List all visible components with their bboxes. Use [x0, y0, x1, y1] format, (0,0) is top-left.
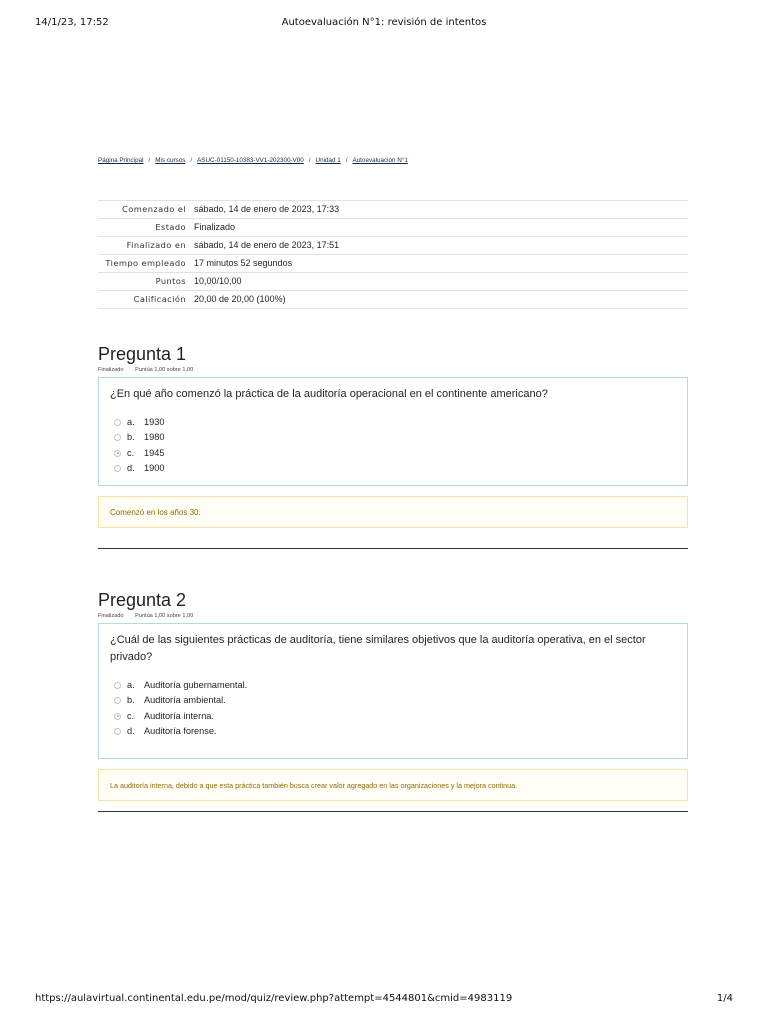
print-url: https://aulavirtual.continental.edu.pe/mod/quiz/review.php?attempt=4544801&cmid=4983119: [35, 993, 513, 1004]
answer-option-a: [110, 415, 676, 430]
answer-letter: d.: [127, 462, 135, 473]
question-title: Pregunta 1: [98, 344, 187, 364]
answer-letter: b.: [127, 432, 135, 443]
answer-text: 1900: [144, 462, 165, 473]
summary-value: 17 minutos 52 segundos: [190, 255, 688, 273]
question-state: Finalizado: [98, 367, 124, 373]
summary-label: Finalizado en: [98, 237, 190, 255]
breadcrumb-separator: /: [345, 157, 348, 164]
question-grade: Puntúa 1,00 sobre 1,00: [135, 367, 194, 373]
radio-button[interactable]: [114, 682, 121, 689]
answer-text: Auditoría ambiental.: [144, 695, 226, 706]
answer-letter: d.: [127, 725, 135, 736]
summary-row: [98, 237, 688, 255]
print-page-number: 1/4: [716, 993, 733, 1004]
question-info: [98, 366, 688, 375]
answer-option-c: [110, 709, 676, 724]
question-feedback: Comenzó en los años 30.: [98, 496, 688, 528]
breadcrumb-separator: /: [190, 157, 193, 164]
question-divider: [98, 548, 688, 549]
print-header: [0, 17, 768, 31]
answer-letter: a.: [127, 417, 135, 427]
answer-text: 1980: [144, 432, 165, 443]
summary-label: Estado: [98, 219, 190, 237]
answer-list: [110, 678, 676, 739]
summary-label: Comenzado el: [98, 201, 190, 219]
summary-row: [98, 201, 688, 219]
summary-label: Puntos: [98, 273, 190, 291]
breadcrumb: [98, 157, 698, 164]
summary-row: [98, 219, 688, 237]
radio-button-selected[interactable]: [114, 713, 121, 720]
print-title: Autoevaluación N°1: revisión de intentos: [281, 17, 487, 28]
question-divider: [98, 811, 688, 812]
summary-row: [98, 273, 688, 291]
print-datetime: 14/1/23, 17:52: [35, 17, 109, 28]
answer-text: Auditoría gubernamental.: [144, 680, 248, 690]
answer-option-b: [110, 693, 676, 708]
answer-option-b: [110, 430, 676, 445]
summary-label: Calificación: [98, 291, 190, 309]
breadcrumb-item-quiz[interactable]: Autoevaluación N°1: [352, 157, 408, 164]
summary-value: 10,00/10,00: [190, 273, 688, 291]
answer-option-d: [110, 724, 676, 739]
answer-letter: a.: [127, 680, 135, 690]
breadcrumb-item-my-courses[interactable]: Mis cursos: [155, 157, 186, 164]
question-2: [98, 589, 688, 801]
radio-button[interactable]: [114, 465, 121, 472]
summary-label: Tiempo empleado: [98, 255, 190, 273]
answer-option-c: [110, 446, 676, 461]
print-footer: [0, 993, 768, 1007]
answer-letter: c.: [127, 710, 135, 721]
question-title: Pregunta 2: [98, 590, 187, 610]
answer-text: 1930: [144, 417, 165, 427]
breadcrumb-separator: /: [148, 157, 151, 164]
answer-text: Auditoría forense.: [144, 725, 217, 736]
summary-value: sábado, 14 de enero de 2023, 17:51: [190, 237, 688, 255]
answer-option-d: [110, 461, 676, 476]
question-feedback: La auditoría interna, debido a que esta práctica también busca crear valor agregado en las organizaciones y la mejora continua.: [98, 769, 688, 801]
breadcrumb-item-unit[interactable]: Unidad 1: [315, 157, 341, 164]
question-grade: Puntúa 1,00 sobre 1,00: [135, 613, 194, 619]
summary-value: sábado, 14 de enero de 2023, 17:33: [190, 201, 688, 219]
question-text: ¿En qué año comenzó la práctica de la auditoría operacional en el continente americano?: [110, 388, 548, 400]
question-text: ¿Cuál de las siguientes prácticas de auditoría, tiene similares objetivos que la auditoría operativa, en el sector privado?: [110, 634, 646, 663]
question-state: Finalizado: [98, 613, 124, 619]
breadcrumb-item-course[interactable]: ASUC-01150-10383-VV1-202300-V00: [197, 157, 304, 164]
answer-option-a: [110, 678, 676, 693]
question-content: [98, 377, 688, 486]
breadcrumb-item-home[interactable]: Página Principal: [98, 157, 144, 164]
answer-letter: c.: [127, 447, 135, 458]
summary-value: 20,00 de 20,00 (100%): [190, 291, 688, 309]
answer-letter: b.: [127, 695, 135, 706]
question-content: [98, 623, 688, 759]
breadcrumb-separator: /: [308, 157, 311, 164]
summary-row: [98, 255, 688, 273]
radio-button[interactable]: [114, 419, 121, 426]
radio-button[interactable]: [114, 697, 121, 704]
answer-list: [110, 415, 676, 476]
radio-button-selected[interactable]: [114, 450, 121, 457]
question-1: [98, 343, 688, 528]
question-info: [98, 612, 688, 621]
answer-text: Auditoría interna.: [144, 710, 214, 721]
radio-button[interactable]: [114, 434, 121, 441]
attempt-summary-table: [98, 200, 688, 309]
radio-button[interactable]: [114, 728, 121, 735]
summary-row: [98, 291, 688, 309]
answer-text: 1945: [144, 447, 165, 458]
summary-value: Finalizado: [190, 219, 688, 237]
